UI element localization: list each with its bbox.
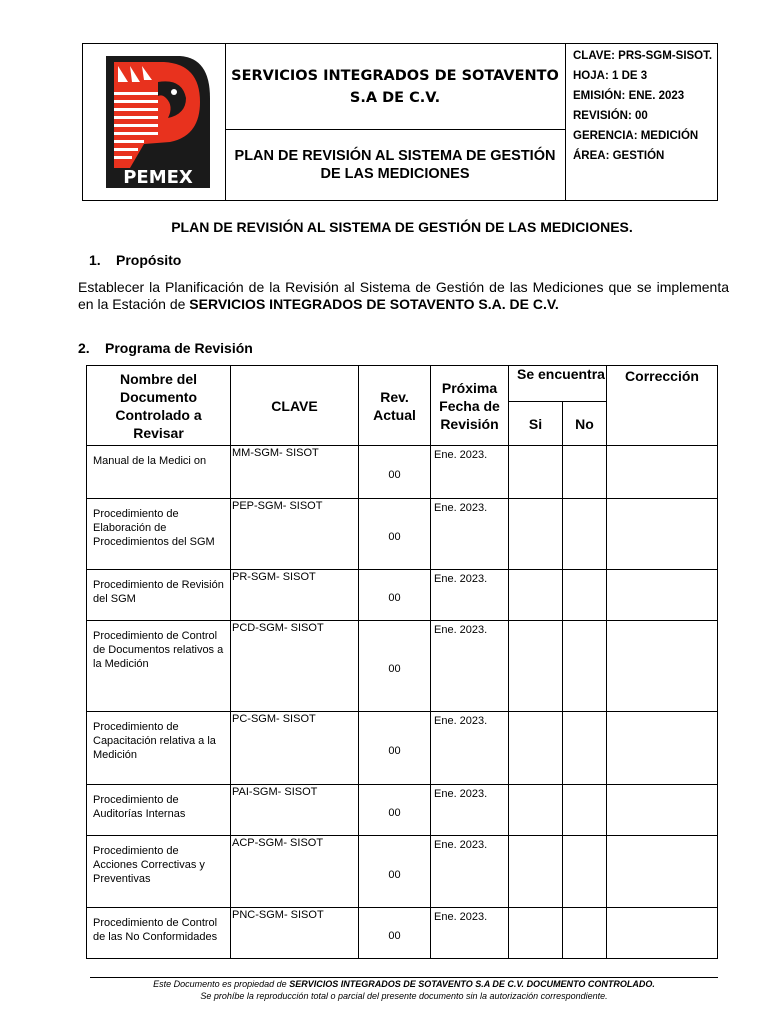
plan-title: PLAN DE REVISIÓN AL SISTEMA DE GESTIÓN DE LAS MEDICIONES xyxy=(234,148,556,182)
revision-cell: 00 xyxy=(359,570,431,621)
document-metadata xyxy=(566,46,718,166)
header-se-encuentra: Se encuentra xyxy=(509,366,607,402)
revision-cell: 00 xyxy=(359,446,431,499)
logo-cell xyxy=(83,44,226,200)
header-clave: CLAVE xyxy=(231,366,359,446)
footer-controlled-text: SERVICIOS INTEGRADOS DE SOTAVENTO S.A DE C.V. DOCUMENTO CONTROLADO. xyxy=(289,979,655,989)
si-cell xyxy=(509,908,563,959)
clave-cell: PNC-SGM- SISOT xyxy=(231,908,359,959)
clave-cell: PEP-SGM- SISOT xyxy=(231,499,359,570)
no-cell xyxy=(563,570,607,621)
si-cell xyxy=(509,836,563,908)
si-cell xyxy=(509,446,563,499)
review-date-cell: Ene. 2023. xyxy=(431,908,509,959)
review-date-cell: Ene. 2023. xyxy=(431,446,509,499)
table-row xyxy=(87,621,718,712)
table-row xyxy=(87,785,718,836)
si-cell xyxy=(509,621,563,712)
correccion-cell xyxy=(607,785,718,836)
header-correccion: Corrección xyxy=(607,366,718,446)
document-name-cell: Procedimiento de Revisión del SGM xyxy=(87,570,231,621)
header-no: No xyxy=(563,402,607,446)
document-name-cell: Manual de la Medici on xyxy=(87,446,231,499)
no-cell xyxy=(563,836,607,908)
si-cell xyxy=(509,785,563,836)
document-name-cell: Procedimiento de Auditorías Internas xyxy=(87,785,231,836)
pemex-logo xyxy=(104,52,212,188)
table-row xyxy=(87,712,718,785)
revision-cell: 00 xyxy=(359,785,431,836)
correccion-cell xyxy=(607,570,718,621)
page-footer xyxy=(90,979,718,1002)
table-row xyxy=(87,499,718,570)
header-rev: Rev. Actual xyxy=(359,366,431,446)
footer-line-1 xyxy=(90,979,718,991)
document-name-cell: Procedimiento de Capacitación relativa a la Medición xyxy=(87,712,231,785)
purpose-company: SERVICIOS INTEGRADOS DE SOTAVENTO S.A. DE C.V. xyxy=(189,296,559,312)
meta-clave: CLAVE: PRS-SGM-SISOT. xyxy=(573,50,713,62)
si-cell xyxy=(509,712,563,785)
header-si: Si xyxy=(509,402,563,446)
no-cell xyxy=(563,785,607,836)
correccion-cell xyxy=(607,446,718,499)
header-center xyxy=(225,44,566,200)
correccion-cell xyxy=(607,836,718,908)
clave-cell: PR-SGM- SISOT xyxy=(231,570,359,621)
si-cell xyxy=(509,570,563,621)
review-date-cell: Ene. 2023. xyxy=(431,785,509,836)
document-name-cell: Procedimiento de Control de las No Conformidades xyxy=(87,908,231,959)
clave-cell: ACP-SGM- SISOT xyxy=(231,836,359,908)
review-date-cell: Ene. 2023. xyxy=(431,621,509,712)
section-2-title: Programa de Revisión xyxy=(105,340,253,356)
footer-divider xyxy=(90,977,718,978)
meta-gerencia: GERENCIA: MEDICIÓN xyxy=(573,130,699,142)
clave-cell: PC-SGM- SISOT xyxy=(231,712,359,785)
purpose-paragraph xyxy=(78,279,729,313)
si-cell xyxy=(509,499,563,570)
footer-ownership-text: Este Documento es propiedad de xyxy=(153,979,290,989)
document-name-cell: Procedimiento de Acciones Correctivas y Preventivas xyxy=(87,836,231,908)
review-date-cell: Ene. 2023. xyxy=(431,499,509,570)
footer-line-2: Se prohíbe la reproducción total o parcial del presente documento sin la autorización correspondiente. xyxy=(200,990,608,1001)
revision-cell: 00 xyxy=(359,499,431,570)
table-row xyxy=(87,908,718,959)
correccion-cell xyxy=(607,908,718,959)
meta-emision: EMISIÓN: ENE. 2023 xyxy=(573,90,685,102)
section-2-heading xyxy=(78,340,253,356)
clave-cell: PAI-SGM- SISOT xyxy=(231,785,359,836)
meta-area: ÁREA: GESTIÓN xyxy=(573,150,665,162)
document-header xyxy=(82,43,718,201)
section-1-heading xyxy=(89,252,181,268)
review-date-cell: Ene. 2023. xyxy=(431,712,509,785)
section-1-title: Propósito xyxy=(116,252,182,268)
purpose-text: Establecer la Planificación de la Revisión al Sistema de Gestión de las Mediciones que se implementa en la Estación de xyxy=(78,279,729,312)
review-date-cell: Ene. 2023. xyxy=(431,836,509,908)
table-row xyxy=(87,446,718,499)
review-program-table xyxy=(86,365,718,959)
document-name-cell: Procedimiento de Control de Documentos relativos a la Medición xyxy=(87,621,231,712)
section-2-number: 2. xyxy=(78,340,90,356)
correccion-cell xyxy=(607,499,718,570)
no-cell xyxy=(563,712,607,785)
review-date-cell: Ene. 2023. xyxy=(431,570,509,621)
meta-revision: REVISIÓN: 00 xyxy=(573,110,648,122)
correccion-cell xyxy=(607,712,718,785)
no-cell xyxy=(563,446,607,499)
no-cell xyxy=(563,621,607,712)
no-cell xyxy=(563,908,607,959)
header-name: Nombre del Documento Controlado a Revisar xyxy=(87,366,231,446)
revision-cell: 00 xyxy=(359,908,431,959)
company-name: SERVICIOS INTEGRADOS DE SOTAVENTO S.A DE C.V. xyxy=(225,44,565,130)
meta-hoja: HOJA: 1 DE 3 xyxy=(573,70,648,82)
correccion-cell xyxy=(607,621,718,712)
document-name-cell: Procedimiento de Elaboración de Procedimientos del SGM xyxy=(87,499,231,570)
logo-wordmark: PEMEX xyxy=(123,167,193,188)
revision-cell: 00 xyxy=(359,836,431,908)
table-row xyxy=(87,570,718,621)
no-cell xyxy=(563,499,607,570)
section-1-number: 1. xyxy=(89,252,101,268)
revision-cell: 00 xyxy=(359,712,431,785)
clave-cell: PCD-SGM- SISOT xyxy=(231,621,359,712)
revision-cell: 00 xyxy=(359,621,431,712)
header-fecha: Próxima Fecha de Revisión xyxy=(431,366,509,446)
document-title: PLAN DE REVISIÓN AL SISTEMA DE GESTIÓN DE LAS MEDICIONES. xyxy=(171,219,633,235)
clave-cell: MM-SGM- SISOT xyxy=(231,446,359,499)
table-row xyxy=(87,836,718,908)
